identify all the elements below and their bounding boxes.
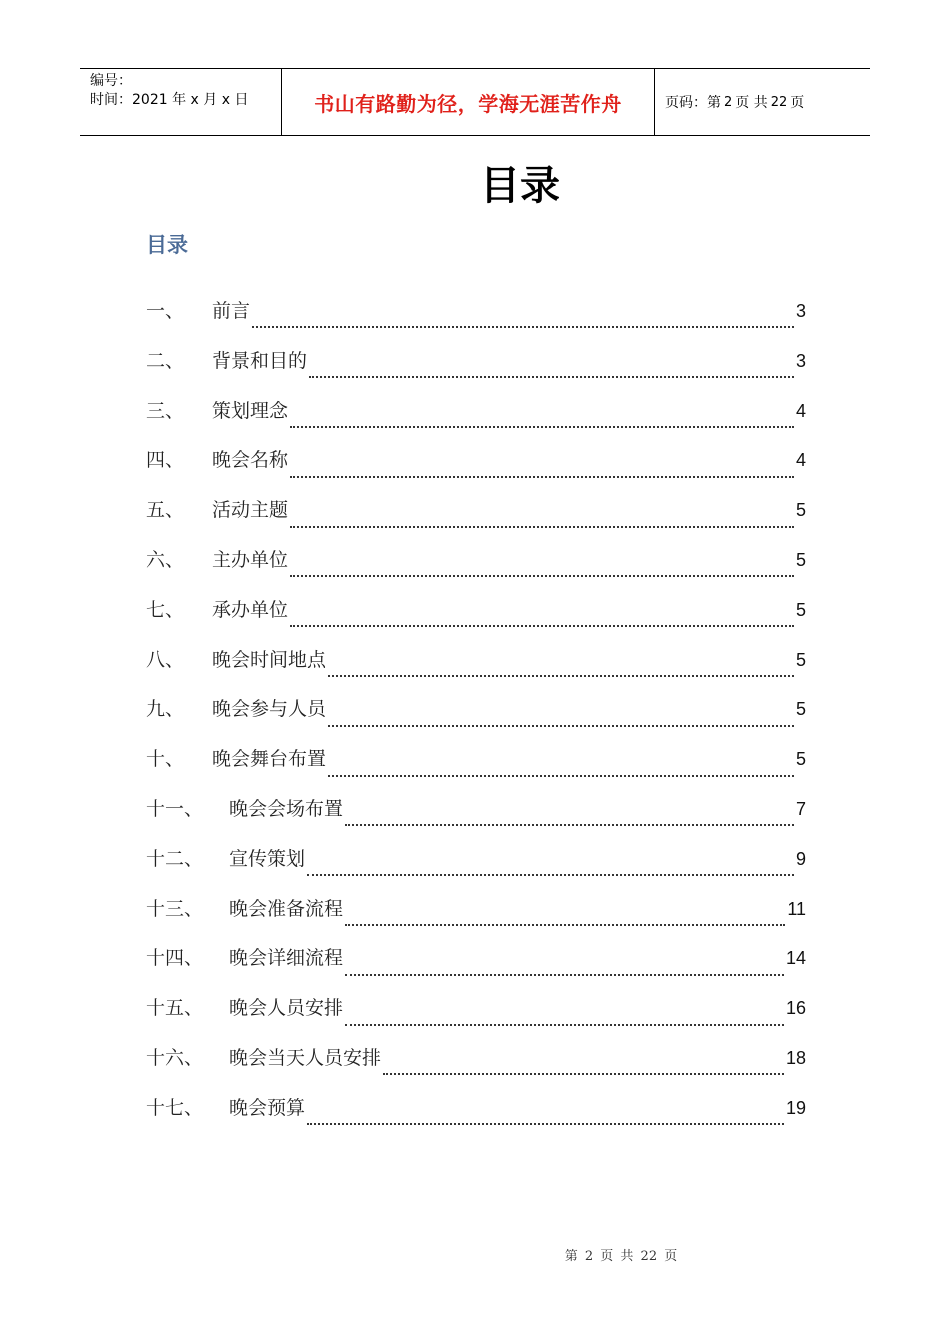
toc-entry-number: 八、: [146, 648, 185, 671]
toc-entry-label: 主办单位: [212, 548, 289, 571]
toc-entry-page: 5: [795, 699, 806, 720]
table-of-contents: [146, 294, 806, 1141]
toc-entry[interactable]: [146, 443, 806, 493]
header-page-suffix: 页: [790, 95, 805, 111]
toc-heading: 目录: [146, 233, 188, 257]
toc-entry[interactable]: [146, 543, 806, 593]
toc-dot-leader: [307, 1122, 784, 1125]
toc-entry-label: 晚会人员安排: [229, 997, 344, 1020]
toc-dot-leader: [328, 674, 794, 677]
toc-entry-label: 晚会详细流程: [229, 947, 344, 970]
toc-entry[interactable]: [146, 593, 806, 643]
toc-entry-label: 晚会参与人员: [212, 698, 327, 721]
toc-dot-leader: [290, 425, 794, 428]
toc-entry[interactable]: [146, 1091, 806, 1141]
toc-entry-label: 晚会舞台布置: [212, 748, 327, 771]
toc-entry-number: 十、: [146, 748, 185, 771]
toc-entry[interactable]: [146, 991, 806, 1041]
toc-dot-leader: [252, 325, 794, 328]
header-page-total: 22: [770, 94, 788, 110]
toc-entry-number: 五、: [146, 499, 185, 522]
toc-entry[interactable]: [146, 941, 806, 991]
toc-entry-label: 策划理念: [212, 399, 289, 422]
header-meta: [80, 69, 282, 135]
toc-dot-leader: [345, 823, 794, 826]
header-number: 编号：: [90, 73, 132, 89]
toc-entry-label: 晚会准备流程: [229, 897, 344, 920]
toc-dot-leader: [290, 525, 794, 528]
toc-entry-page: 5: [795, 649, 806, 670]
toc-entry-page: 5: [795, 500, 806, 521]
header-motto: 书山有路勤为径，学海无涯苦作舟: [282, 69, 655, 135]
toc-entry[interactable]: [146, 394, 806, 444]
toc-entry[interactable]: [146, 692, 806, 742]
toc-dot-leader: [307, 873, 794, 876]
toc-dot-leader: [290, 624, 794, 627]
toc-dot-leader: [345, 973, 784, 976]
toc-entry-number: 十四、: [146, 947, 204, 970]
toc-entry-page: 16: [785, 998, 806, 1019]
toc-entry-page: 5: [795, 599, 806, 620]
toc-entry-label: 晚会名称: [212, 449, 289, 472]
toc-entry[interactable]: [146, 842, 806, 892]
toc-entry[interactable]: [146, 1041, 806, 1091]
toc-entry[interactable]: [146, 643, 806, 693]
toc-entry-page: 14: [785, 948, 806, 969]
toc-entry-label: 背景和目的: [212, 349, 308, 372]
toc-entry-page: 4: [795, 400, 806, 421]
toc-entry-page: 7: [795, 798, 806, 819]
toc-entry-number: 十三、: [146, 897, 204, 920]
toc-entry-page: 4: [795, 450, 806, 471]
toc-entry-number: 三、: [146, 399, 185, 422]
toc-dot-leader: [383, 1072, 784, 1075]
toc-dot-leader: [345, 1023, 784, 1026]
toc-entry-label: 活动主题: [212, 499, 289, 522]
toc-entry-page: 18: [785, 1047, 806, 1068]
toc-entry[interactable]: [146, 493, 806, 543]
toc-entry-page: 11: [787, 898, 806, 919]
toc-entry[interactable]: [146, 344, 806, 394]
toc-entry-number: 四、: [146, 449, 185, 472]
toc-entry-label: 承办单位: [212, 598, 289, 621]
header-page-info: [655, 69, 870, 135]
toc-entry-number: 六、: [146, 548, 185, 571]
toc-entry-number: 十五、: [146, 997, 204, 1020]
toc-entry-number: 十六、: [146, 1046, 204, 1069]
header-page-prefix: 页码：第: [665, 95, 721, 111]
toc-entry-number: 七、: [146, 598, 185, 621]
toc-entry-number: 二、: [146, 349, 185, 372]
toc-dot-leader: [290, 475, 794, 478]
toc-entry-label: 晚会预算: [229, 1096, 306, 1119]
toc-entry[interactable]: [146, 742, 806, 792]
toc-entry-number: 一、: [146, 300, 185, 322]
toc-entry-page: 3: [795, 350, 806, 371]
page-header: [80, 68, 870, 136]
toc-entry-page: 9: [795, 848, 806, 869]
toc-dot-leader: [328, 724, 794, 727]
header-time: 时间：2021 年 x 月 x 日: [90, 92, 249, 108]
toc-entry-label: 前言: [212, 300, 251, 322]
toc-dot-leader: [345, 923, 785, 926]
toc-entry-number: 九、: [146, 698, 185, 721]
toc-entry-page: 19: [785, 1097, 806, 1118]
toc-entry[interactable]: [146, 294, 806, 344]
page-title: 目录: [480, 163, 560, 209]
header-page-current: 2: [724, 94, 733, 110]
toc-entry-label: 晚会时间地点: [212, 648, 327, 671]
header-page-mid: 页 共: [735, 95, 768, 111]
toc-entry-label: 晚会会场布置: [229, 797, 344, 820]
toc-dot-leader: [328, 774, 794, 777]
page-footer: 第 2 页 共 22 页: [564, 1249, 678, 1264]
toc-dot-leader: [309, 375, 794, 378]
toc-entry-page: 3: [795, 301, 806, 321]
toc-entry-page: 5: [795, 749, 806, 770]
toc-entry-page: 5: [795, 549, 806, 570]
toc-entry-label: 宣传策划: [229, 847, 306, 870]
toc-entry-label: 晚会当天人员安排: [229, 1046, 382, 1069]
toc-entry[interactable]: [146, 892, 806, 942]
toc-dot-leader: [290, 574, 794, 577]
toc-entry-number: 十七、: [146, 1096, 204, 1119]
toc-entry[interactable]: [146, 792, 806, 842]
toc-entry-number: 十一、: [146, 797, 204, 820]
toc-entry-number: 十二、: [146, 847, 204, 870]
